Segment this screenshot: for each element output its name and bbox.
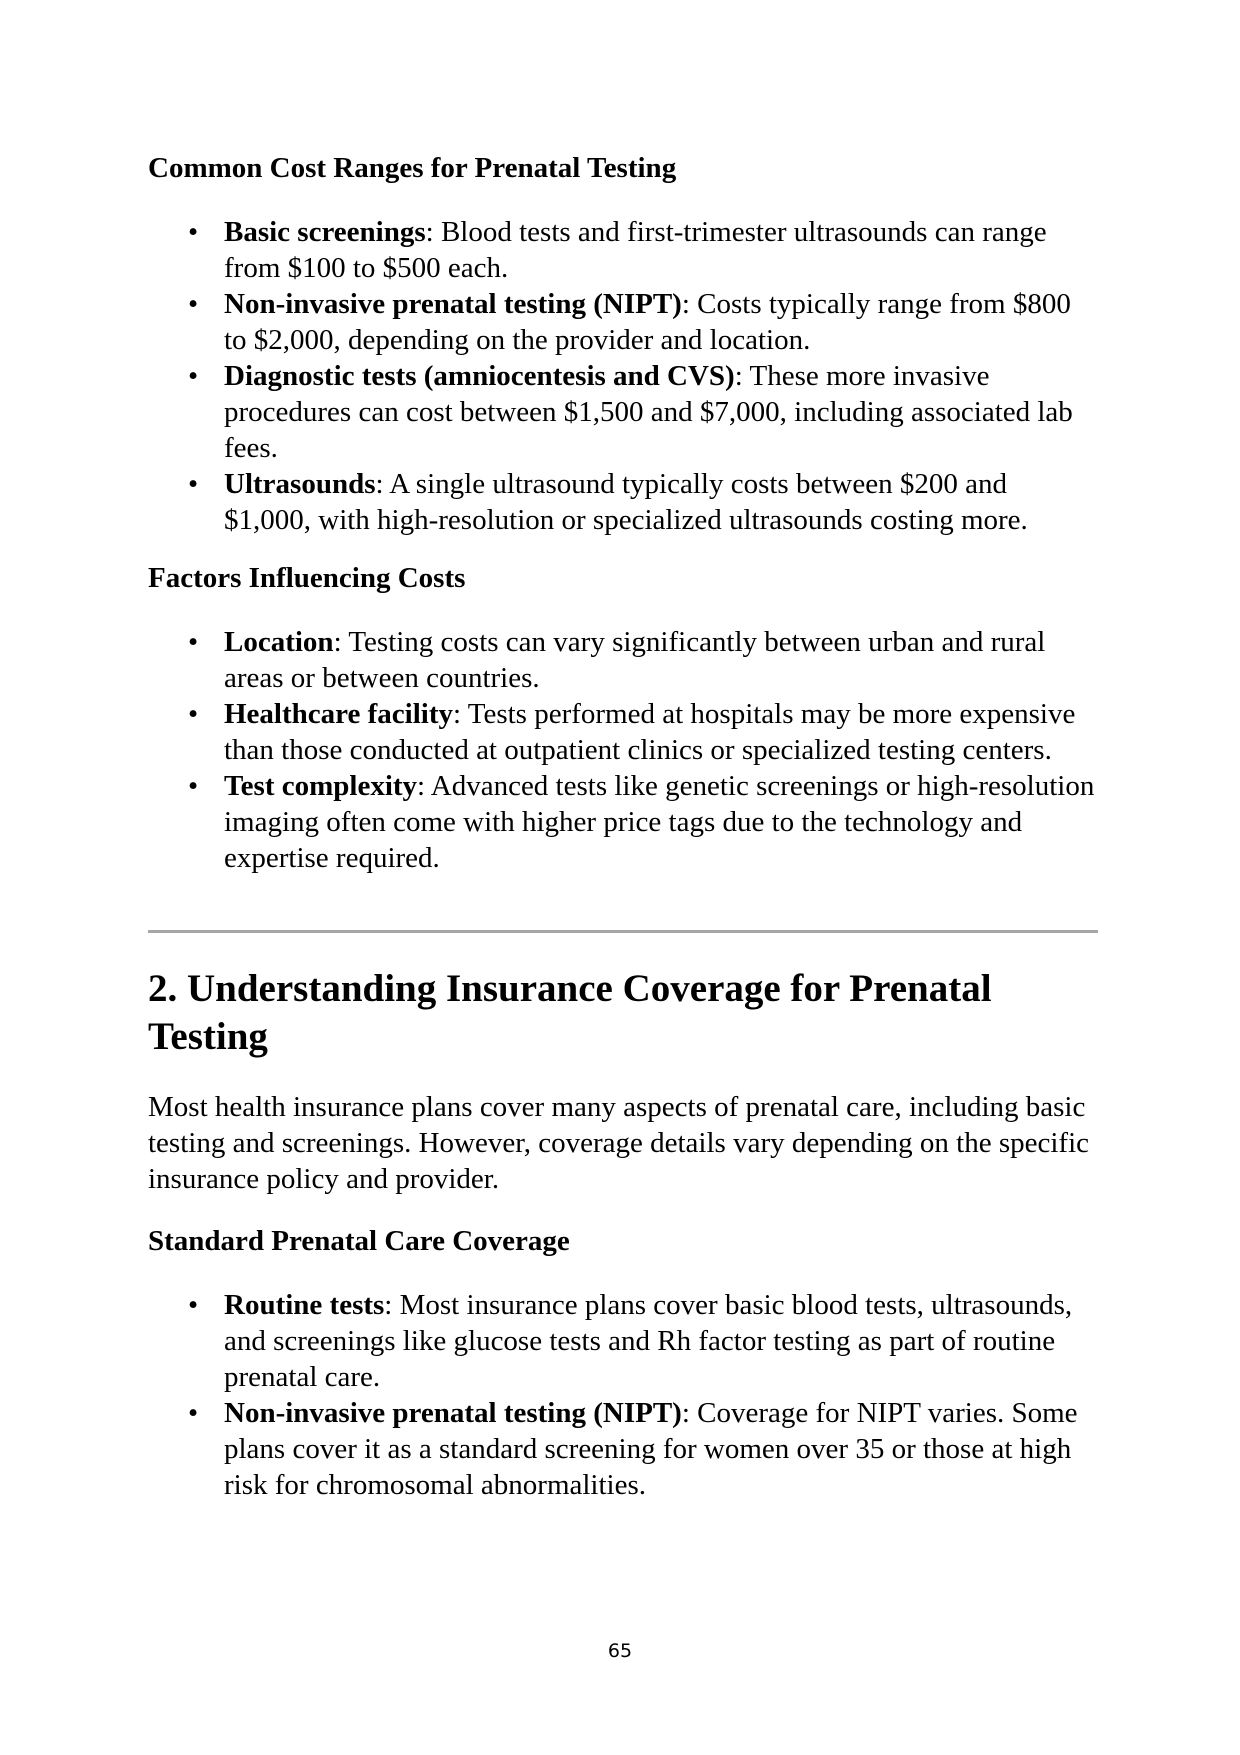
item-text: : Blood tests and first-trimester ultrasounds can range from $100 to $500 each. [224,216,1047,284]
list-item [148,696,1098,768]
bullet-icon: • [188,626,199,658]
list-item [148,1395,1098,1503]
item-term: Diagnostic tests (amniocentesis and CVS) [224,360,735,392]
item-term: Healthcare facility [224,698,453,730]
list-item [148,358,1098,466]
item-text: : These more invasive procedures can cost between $1,500 and $7,000, including associated lab fees. [224,360,1073,464]
list-item [148,768,1098,876]
list-item [148,286,1098,358]
bullet-icon: • [188,1289,199,1321]
item-text: : Coverage for NIPT varies. Some plans cover it as a standard screening for women over 35 or those at high risk for chromosomal abnormalities. [224,1397,1078,1501]
list-item [148,466,1098,538]
item-text: : A single ultrasound typically costs between $200 and $1,000, with high-resolution or specialized ultrasounds costing more. [224,468,1028,536]
bullet-icon: • [188,288,199,320]
section-title: 2. Understanding Insurance Coverage for Prenatal Testing [148,967,992,1058]
cost-ranges-list [148,214,1098,538]
item-text: : Advanced tests like genetic screenings or high-resolution imaging often come with higher price tags due to the technology and expertise required. [224,770,1095,874]
factors-heading: Factors Influencing Costs [148,562,466,594]
bullet-icon: • [188,360,199,392]
list-item [148,624,1098,696]
list-item [148,1287,1098,1395]
standard-coverage-list [148,1287,1098,1503]
factors-list [148,624,1098,876]
list-item [148,214,1098,286]
section-intro: Most health insurance plans cover many aspects of prenatal care, including basic testing and screenings. However, coverage details vary depending on the specific insurance policy and provider. [148,1091,1089,1195]
bullet-icon: • [188,770,199,802]
standard-coverage-heading: Standard Prenatal Care Coverage [148,1225,570,1257]
page-number: 65 [607,1640,633,1662]
item-text: : Testing costs can vary significantly between urban and rural areas or between countries. [224,626,1046,694]
page-content [148,150,1098,1525]
item-term: Location [224,626,334,658]
item-term: Ultrasounds [224,468,376,500]
bullet-icon: • [188,468,199,500]
section-divider [148,930,1098,933]
item-text: : Most insurance plans cover basic blood tests, ultrasounds, and screenings like glucose tests and Rh factor testing as part of routine prenatal care. [224,1289,1073,1393]
item-term: Routine tests [224,1289,385,1321]
item-text: : Costs typically range from $800 to $2,000, depending on the provider and location. [224,288,1071,356]
bullet-icon: • [188,1397,199,1429]
cost-ranges-heading: Common Cost Ranges for Prenatal Testing [148,152,677,184]
item-term: Test complexity [224,770,418,802]
item-term: Non-invasive prenatal testing (NIPT) [224,1397,682,1429]
item-text: : Tests performed at hospitals may be more expensive than those conducted at outpatient clinics or specialized testing centers. [224,698,1076,766]
item-term: Basic screenings [224,216,426,248]
bullet-icon: • [188,216,199,248]
item-term: Non-invasive prenatal testing (NIPT) [224,288,682,320]
bullet-icon: • [188,698,199,730]
